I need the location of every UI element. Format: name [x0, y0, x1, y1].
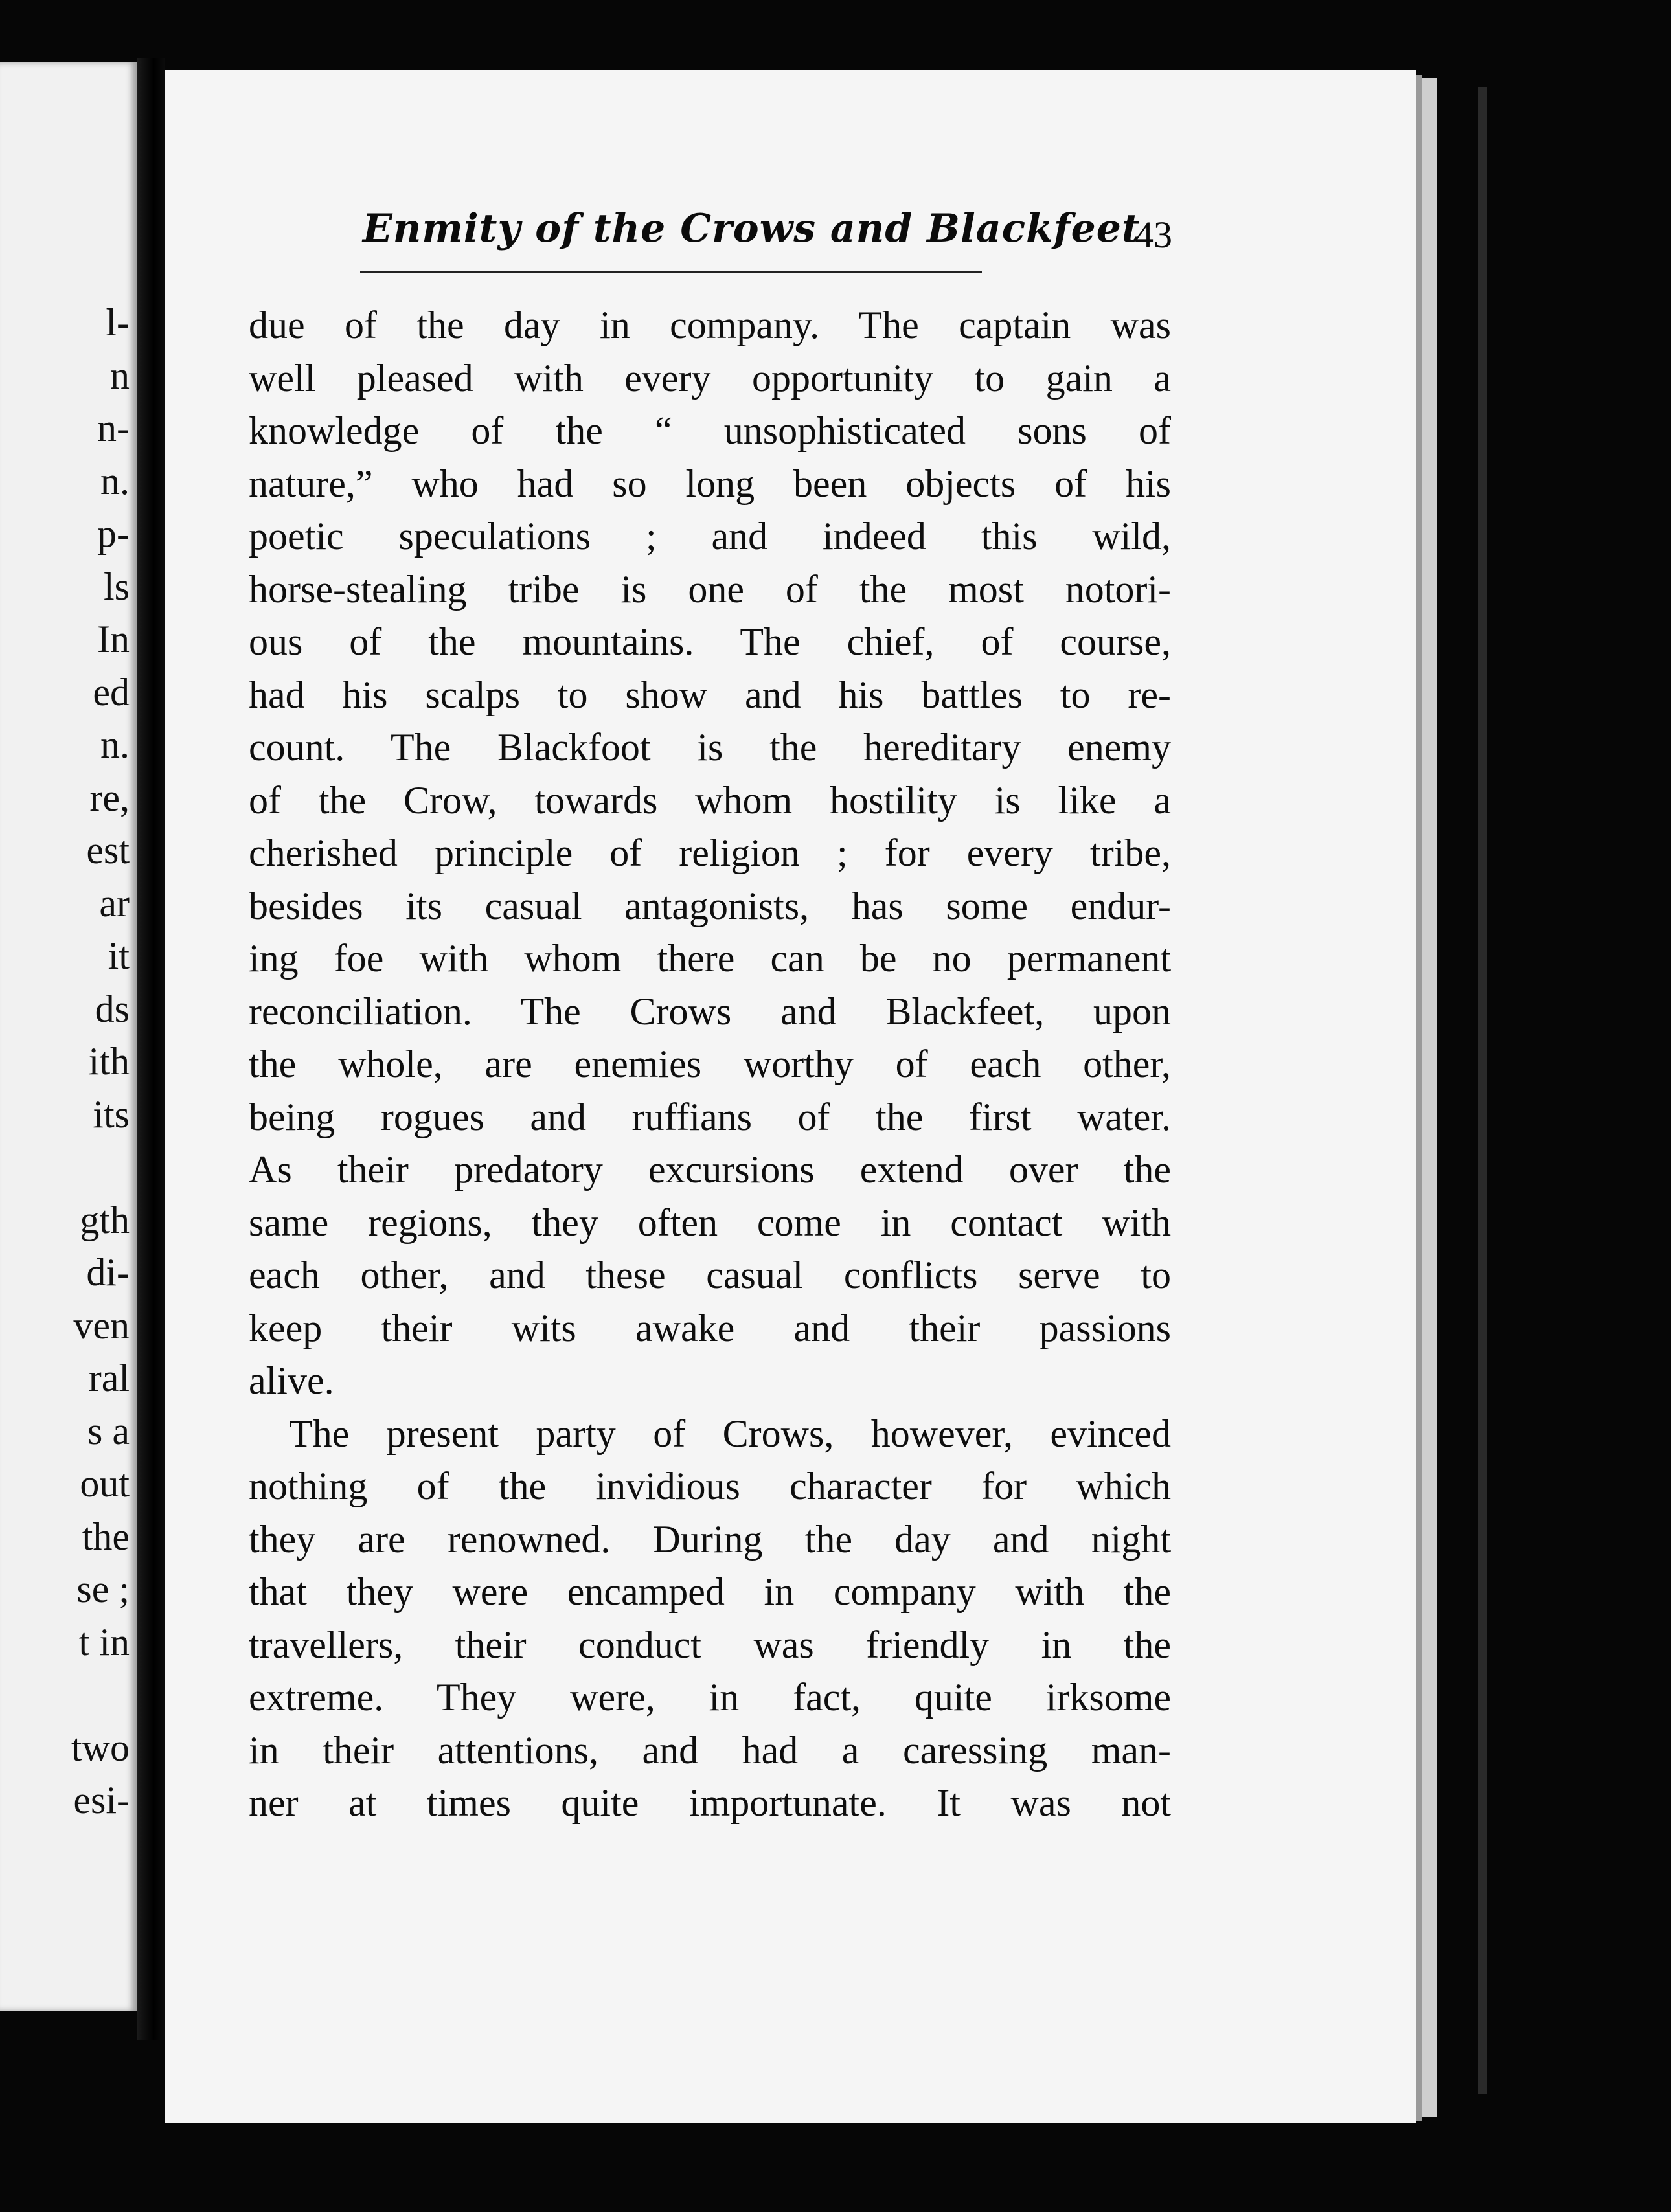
- previous-page-line-fragment: ral: [88, 1357, 130, 1399]
- text-line: horse-stealing tribe is one of the most notori-: [249, 567, 1171, 611]
- previous-page-line-fragment: it: [108, 934, 130, 977]
- text-line: poetic speculations ; and indeed this wild,: [249, 515, 1171, 558]
- previous-page-line-fragment: l-: [106, 301, 130, 344]
- previous-page-line-fragment: esi-: [73, 1779, 130, 1822]
- previous-page-line-fragment: two: [71, 1726, 130, 1769]
- page-edge: [1416, 75, 1422, 2121]
- page-number: 43: [1135, 214, 1172, 256]
- text-line: ing foe with whom there can be no permanent: [249, 937, 1171, 980]
- text-line: due of the day in company. The captain was: [249, 304, 1171, 346]
- previous-page-line-fragment: p-: [97, 512, 130, 555]
- previous-page-line-fragment: se ;: [76, 1568, 130, 1610]
- previous-page-line-fragment: re,: [89, 776, 130, 819]
- text-line: ous of the mountains. The chief, of course,: [249, 620, 1171, 663]
- text-line: alive.: [249, 1359, 334, 1402]
- previous-page-line-fragment: ls: [103, 565, 130, 608]
- text-line: the whole, are enemies worthy of each other,: [249, 1043, 1171, 1085]
- previous-page-line-fragment: s a: [87, 1409, 130, 1452]
- text-line: nature,” who had so long been objects of his: [249, 462, 1171, 505]
- text-line: count. The Blackfoot is the hereditary enemy: [249, 726, 1171, 769]
- text-line: had his scalps to show and his battles to re-: [249, 673, 1171, 716]
- text-line: keep their wits awake and their passions: [249, 1306, 1171, 1349]
- previous-page-line-fragment: gth: [80, 1198, 130, 1241]
- previous-page-line-fragment: ar: [99, 881, 130, 925]
- previous-page-fragment: [0, 62, 137, 2011]
- running-head: Enmity of the Crows and Blackfeet: [363, 206, 1141, 251]
- text-line: travellers, their conduct was friendly in the: [249, 1623, 1171, 1666]
- previous-page-line-fragment: ds: [95, 987, 130, 1030]
- text-line: extreme. They were, in fact, quite irksome: [249, 1676, 1171, 1719]
- book-gutter: [137, 58, 165, 2040]
- page-edge-light: [1422, 78, 1437, 2117]
- previous-page-line-fragment: out: [80, 1462, 130, 1505]
- text-line: cherished principle of religion ; for every tribe,: [249, 831, 1171, 874]
- text-line: each other, and these casual conflicts serve to: [249, 1254, 1171, 1296]
- text-line: nothing of the invidious character for which: [249, 1465, 1171, 1507]
- text-line: besides its casual antagonists, has some endur-: [249, 884, 1171, 927]
- binding-edge: [1478, 87, 1487, 2094]
- previous-page-line-fragment: ven: [73, 1304, 130, 1347]
- previous-page-line-fragment: its: [93, 1092, 130, 1136]
- text-line: they are renowned. During the day and night: [249, 1517, 1171, 1561]
- text-line: reconciliation. The Crows and Blackfeet, upon: [249, 989, 1171, 1033]
- text-line: being rogues and ruffians of the first water.: [249, 1095, 1171, 1138]
- previous-page-line-fragment: ith: [88, 1040, 130, 1083]
- header-rule: [360, 271, 982, 273]
- text-line: well pleased with every opportunity to gain a: [249, 356, 1171, 400]
- previous-page-line-fragment: est: [86, 829, 130, 872]
- previous-page-line-fragment: t in: [78, 1620, 130, 1664]
- previous-page-line-fragment: n-: [97, 407, 130, 449]
- text-line: As their predatory excursions extend over the: [249, 1148, 1171, 1191]
- text-line: that they were encamped in company with the: [249, 1570, 1171, 1613]
- previous-page-line-fragment: di-: [86, 1251, 130, 1294]
- previous-page-line-fragment: n.: [100, 459, 130, 502]
- previous-page-line-fragment: In: [97, 618, 130, 660]
- previous-page-line-fragment: ed: [93, 670, 130, 714]
- text-line: of the Crow, towards whom hostility is like a: [249, 778, 1171, 822]
- previous-page-line-fragment: the: [82, 1515, 130, 1558]
- previous-page-line-fragment: n.: [100, 723, 130, 766]
- text-line: same regions, they often come in contact with: [249, 1201, 1171, 1244]
- text-line: ner at times quite importunate. It was not: [249, 1781, 1171, 1824]
- text-line: The present party of Crows, however, evinced: [289, 1412, 1171, 1455]
- previous-page-line-fragment: n: [110, 354, 130, 397]
- text-line: in their attentions, and had a caressing man-: [249, 1728, 1171, 1772]
- text-line: knowledge of the “ unsophisticated sons of: [249, 409, 1171, 452]
